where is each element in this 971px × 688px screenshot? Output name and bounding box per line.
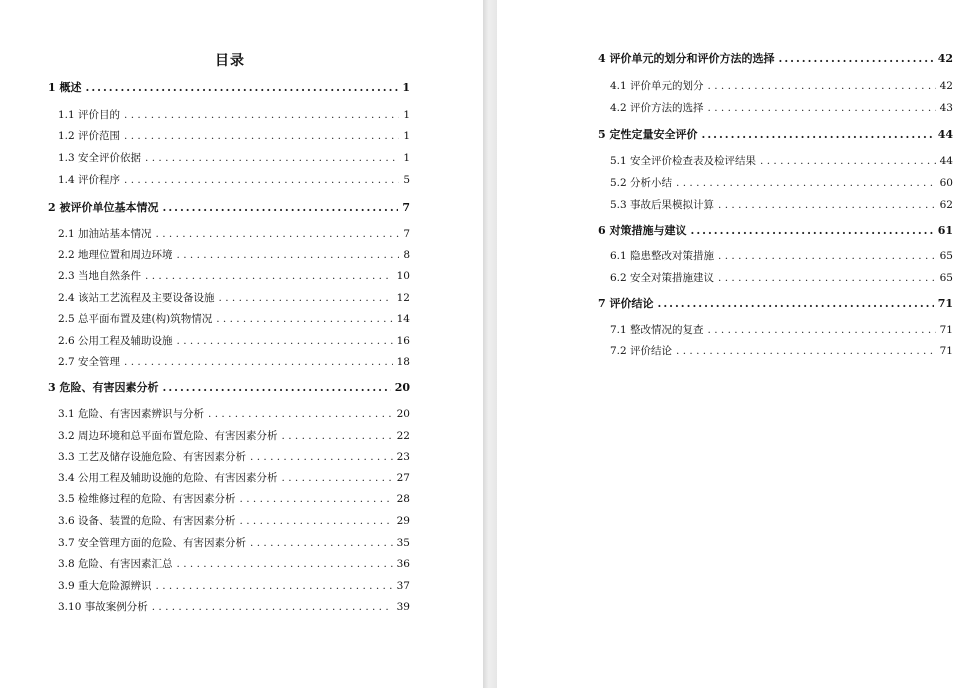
toc-entry-page-number: 23 <box>396 451 410 463</box>
toc-leader-dots <box>240 513 393 529</box>
toc-entry-label: 3.7 安全管理方面的危险、有害因素分析 <box>58 537 247 549</box>
toc-section-entry[interactable] <box>58 578 410 594</box>
toc-entry-label: 6.2 安全对策措施建议 <box>610 272 715 284</box>
toc-section-entry[interactable] <box>610 270 953 286</box>
toc-entry-label: 1.4 评价程序 <box>58 174 121 186</box>
toc-entry-label: 2.4 该站工艺流程及主要设备设施 <box>58 292 215 304</box>
toc-leader-dots <box>216 311 392 327</box>
toc-entry-page-number: 10 <box>396 270 410 282</box>
toc-entry-label: 3.9 重大危险源辨识 <box>58 580 152 592</box>
toc-chapter-entry[interactable] <box>598 51 953 67</box>
toc-entry-page-number: 7 <box>403 228 410 240</box>
toc-chapter-entry[interactable] <box>48 80 410 96</box>
toc-entry-page-number: 8 <box>403 249 410 261</box>
toc-section-entry[interactable] <box>58 491 410 507</box>
toc-leader-dots <box>250 449 393 465</box>
toc-entry-page-number: 42 <box>937 52 953 65</box>
toc-entry-label: 3.8 危险、有害因素汇总 <box>58 558 173 570</box>
toc-entry-label: 5 定性定量安全评价 <box>598 128 698 141</box>
toc-section-entry[interactable] <box>610 100 953 116</box>
toc-entry-label: 4.2 评价方法的选择 <box>610 102 704 114</box>
toc-entry-page-number: 27 <box>396 472 410 484</box>
toc-leader-dots <box>708 322 936 338</box>
toc-entry-label: 1.3 安全评价依据 <box>58 152 142 164</box>
toc-leader-dots <box>701 127 933 143</box>
toc-entry-label: 2.2 地理位置和周边环境 <box>58 249 173 261</box>
toc-section-entry[interactable] <box>58 107 410 123</box>
toc-list-right <box>497 0 971 688</box>
toc-entry-page-number: 16 <box>396 335 410 347</box>
toc-page-left <box>0 0 483 688</box>
toc-entry-label: 5.3 事故后果模拟计算 <box>610 199 715 211</box>
toc-entry-page-number: 28 <box>396 493 410 505</box>
toc-section-entry[interactable] <box>610 343 953 359</box>
toc-entry-page-number: 65 <box>939 272 953 284</box>
toc-entry-label: 6.1 隐患整改对策措施 <box>610 250 715 262</box>
toc-leader-dots <box>145 150 399 166</box>
toc-list-left <box>0 0 483 688</box>
toc-page-right <box>497 0 971 688</box>
toc-leader-dots <box>282 428 393 444</box>
toc-chapter-entry[interactable] <box>598 127 953 143</box>
toc-leader-dots <box>177 556 393 572</box>
toc-leader-dots <box>85 80 398 96</box>
toc-entry-page-number: 29 <box>396 515 410 527</box>
toc-section-entry[interactable] <box>58 226 410 242</box>
toc-leader-dots <box>156 226 400 242</box>
toc-entry-page-number: 42 <box>939 80 953 92</box>
toc-section-entry[interactable] <box>58 150 410 166</box>
toc-leader-dots <box>124 128 399 144</box>
toc-entry-label: 7.2 评价结论 <box>610 345 673 357</box>
toc-leader-dots <box>282 470 393 486</box>
toc-leader-dots <box>240 491 393 507</box>
toc-entry-page-number: 1 <box>402 81 410 94</box>
toc-entry-page-number: 20 <box>394 381 410 394</box>
toc-leader-dots <box>676 175 936 191</box>
toc-entry-page-number: 60 <box>939 177 953 189</box>
toc-leader-dots <box>718 270 936 286</box>
toc-leader-dots <box>152 599 393 615</box>
toc-entry-label: 4.1 评价单元的划分 <box>610 80 704 92</box>
toc-entry-label: 2.5 总平面布置及建(构)筑物情况 <box>58 313 213 325</box>
toc-entry-page-number: 5 <box>403 174 410 186</box>
toc-chapter-entry[interactable] <box>598 223 953 239</box>
page-gutter <box>483 0 497 688</box>
toc-section-entry[interactable] <box>58 290 410 306</box>
toc-leader-dots <box>778 51 933 67</box>
toc-section-entry[interactable] <box>610 175 953 191</box>
toc-leader-dots <box>177 333 393 349</box>
toc-section-entry[interactable] <box>610 153 953 169</box>
toc-entry-label: 3.2 周边环境和总平面布置危险、有害因素分析 <box>58 430 278 442</box>
toc-entry-page-number: 12 <box>396 292 410 304</box>
toc-section-entry[interactable] <box>610 197 953 213</box>
toc-section-entry[interactable] <box>58 406 410 422</box>
toc-entry-page-number: 71 <box>939 324 953 336</box>
toc-chapter-entry[interactable] <box>48 200 410 216</box>
toc-entry-page-number: 61 <box>937 224 953 237</box>
toc-chapter-entry[interactable] <box>48 380 410 396</box>
toc-leader-dots <box>124 172 399 188</box>
toc-section-entry[interactable] <box>58 354 410 370</box>
toc-entry-label: 3.1 危险、有害因素辨识与分析 <box>58 408 205 420</box>
toc-entry-page-number: 65 <box>939 250 953 262</box>
toc-entry-page-number: 35 <box>396 537 410 549</box>
toc-section-entry[interactable] <box>610 78 953 94</box>
toc-section-entry[interactable] <box>58 128 410 144</box>
toc-entry-label: 7.1 整改情况的复查 <box>610 324 704 336</box>
toc-section-entry[interactable] <box>58 172 410 188</box>
toc-entry-label: 2.7 安全管理 <box>58 356 121 368</box>
toc-entry-page-number: 43 <box>939 102 953 114</box>
toc-entry-page-number: 44 <box>937 128 953 141</box>
toc-section-entry[interactable] <box>58 599 410 615</box>
toc-section-entry[interactable] <box>58 470 410 486</box>
toc-leader-dots <box>124 107 399 123</box>
toc-entry-label: 6 对策措施与建议 <box>598 224 687 237</box>
toc-entry-label: 3.4 公用工程及辅助设施的危险、有害因素分析 <box>58 472 278 484</box>
toc-leader-dots <box>718 248 936 264</box>
toc-leader-dots <box>208 406 393 422</box>
toc-entry-label: 3.5 检维修过程的危险、有害因素分析 <box>58 493 236 505</box>
toc-entry-page-number: 7 <box>402 201 410 214</box>
toc-entry-page-number: 1 <box>403 130 410 142</box>
toc-section-entry[interactable] <box>610 322 953 338</box>
toc-leader-dots <box>162 380 390 396</box>
toc-section-entry[interactable] <box>58 513 410 529</box>
toc-section-entry[interactable] <box>58 449 410 465</box>
toc-leader-dots <box>250 535 393 551</box>
toc-entry-page-number: 36 <box>396 558 410 570</box>
toc-entry-label: 2.3 当地自然条件 <box>58 270 142 282</box>
toc-section-entry[interactable] <box>58 247 410 263</box>
toc-leader-dots <box>145 268 393 284</box>
toc-entry-page-number: 71 <box>937 297 953 310</box>
toc-leader-dots <box>708 100 936 116</box>
toc-leader-dots <box>162 200 398 216</box>
toc-section-entry[interactable] <box>58 333 410 349</box>
toc-entry-page-number: 39 <box>396 601 410 613</box>
toc-section-entry[interactable] <box>58 268 410 284</box>
toc-entry-label: 1 概述 <box>48 81 82 94</box>
toc-entry-label: 1.2 评价范围 <box>58 130 121 142</box>
toc-leader-dots <box>156 578 393 594</box>
toc-entry-label: 4 评价单元的划分和评价方法的选择 <box>598 52 775 65</box>
toc-entry-page-number: 37 <box>396 580 410 592</box>
toc-entry-label: 3.3 工艺及储存设施危险、有害因素分析 <box>58 451 247 463</box>
toc-title: 目录 <box>215 53 245 69</box>
toc-entry-page-number: 14 <box>396 313 410 325</box>
toc-section-entry[interactable] <box>58 556 410 572</box>
toc-entry-label: 2.6 公用工程及辅助设施 <box>58 335 173 347</box>
toc-leader-dots <box>718 197 936 213</box>
toc-entry-page-number: 44 <box>939 155 953 167</box>
toc-leader-dots <box>676 343 936 359</box>
toc-leader-dots <box>760 153 936 169</box>
toc-chapter-entry[interactable] <box>598 296 953 312</box>
toc-entry-page-number: 1 <box>403 152 410 164</box>
toc-entry-label: 2.1 加油站基本情况 <box>58 228 152 240</box>
toc-section-entry[interactable] <box>58 311 410 327</box>
toc-entry-label: 3 危险、有害因素分析 <box>48 381 159 394</box>
toc-section-entry[interactable] <box>610 248 953 264</box>
toc-entry-label: 5.2 分析小结 <box>610 177 673 189</box>
toc-entry-page-number: 18 <box>396 356 410 368</box>
toc-section-entry[interactable] <box>58 428 410 444</box>
toc-entry-label: 3.10 事故案例分析 <box>58 601 148 613</box>
toc-entry-label: 7 评价结论 <box>598 297 654 310</box>
toc-entry-page-number: 62 <box>939 199 953 211</box>
toc-leader-dots <box>219 290 393 306</box>
toc-entry-page-number: 20 <box>396 408 410 420</box>
toc-leader-dots <box>177 247 400 263</box>
toc-entry-page-number: 1 <box>403 109 410 121</box>
toc-leader-dots <box>124 354 393 370</box>
toc-entry-label: 5.1 安全评价检查表及检评结果 <box>610 155 757 167</box>
toc-entry-label: 3.6 设备、装置的危险、有害因素分析 <box>58 515 236 527</box>
toc-leader-dots <box>708 78 936 94</box>
toc-section-entry[interactable] <box>58 535 410 551</box>
toc-entry-page-number: 71 <box>939 345 953 357</box>
toc-entry-label: 2 被评价单位基本情况 <box>48 201 159 214</box>
toc-leader-dots <box>657 296 933 312</box>
toc-entry-label: 1.1 评价目的 <box>58 109 121 121</box>
toc-entry-page-number: 22 <box>396 430 410 442</box>
toc-leader-dots <box>690 223 933 239</box>
